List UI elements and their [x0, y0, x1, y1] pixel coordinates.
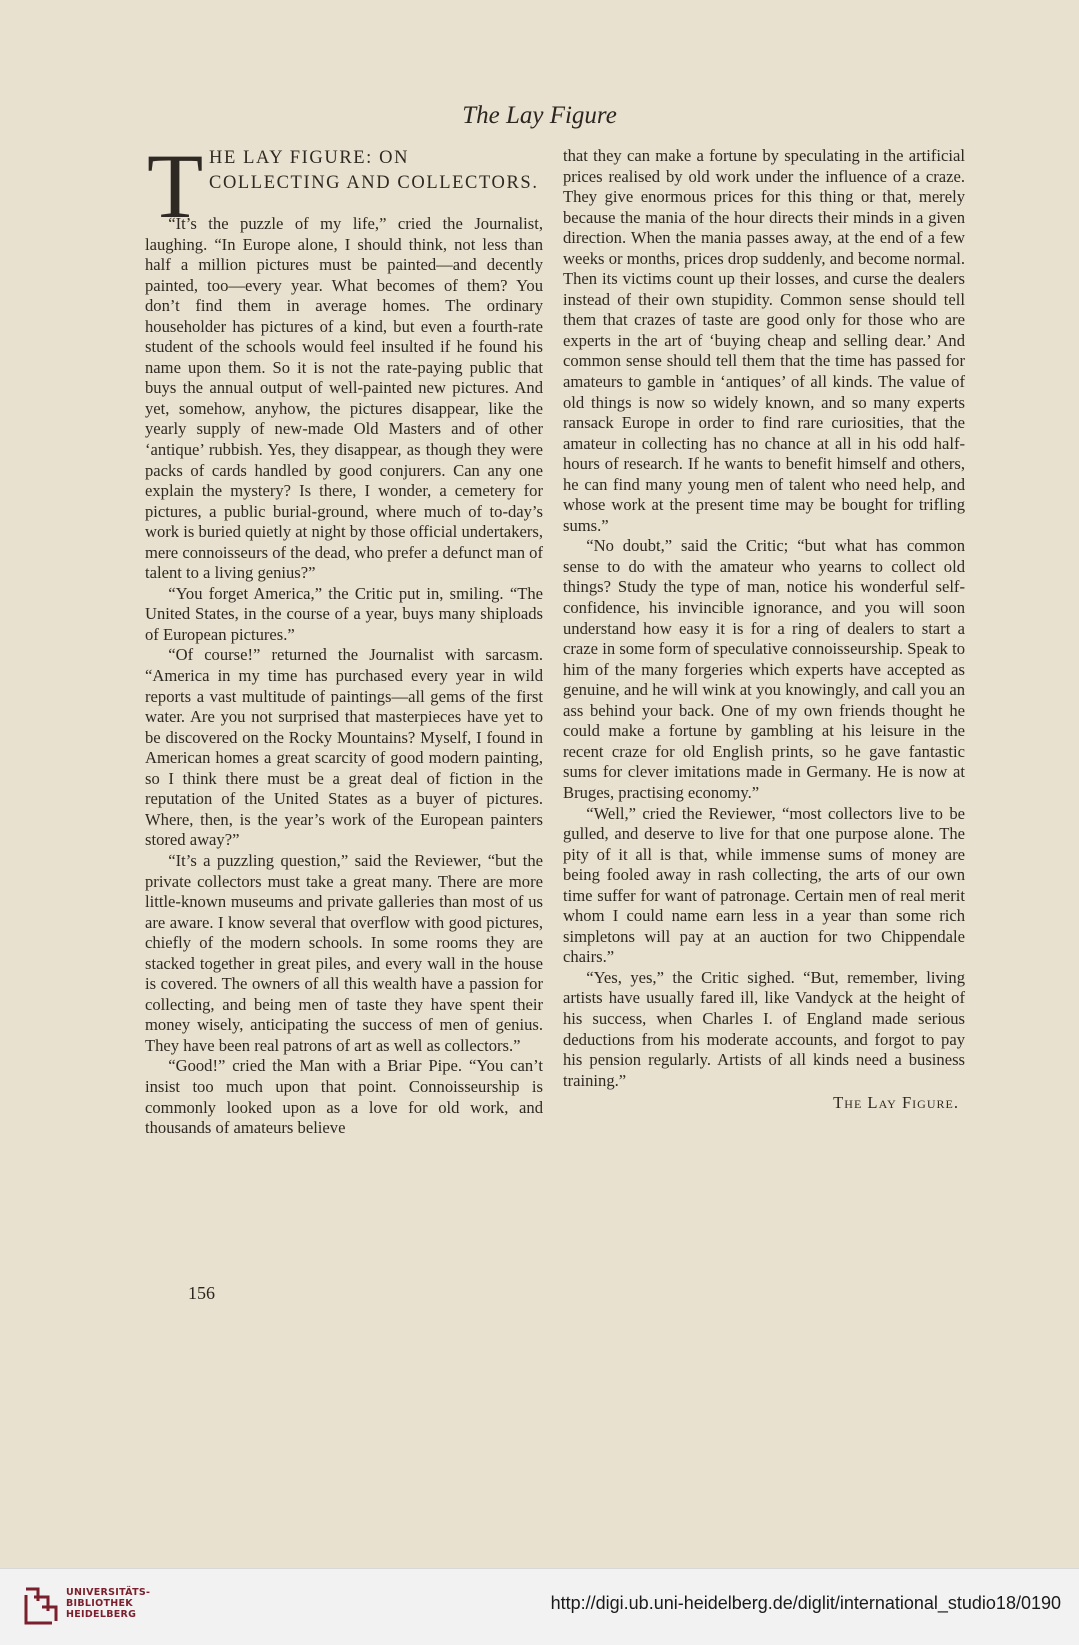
institution-line: HEIDELBERG — [66, 1609, 137, 1620]
paragraph: “Well,” cried the Reviewer, “most collectors live to be gulled, and deserve to live for that one purpose alone. The pity of it all is that, while immense sums of money are being fooled away in rash collecting, the arts of our own time suffer for want of patronage. Certain men of real merit whom I could name earn less in a year than some rich simpletons will pay at an auction for two Chippendale chairs.” — [563, 803, 965, 967]
left-column — [145, 135, 543, 1139]
article-title: HE LAY FIGURE: ON COLLECTING AND COLLECTORS. — [209, 148, 539, 193]
drop-cap: T — [147, 135, 205, 237]
right-column — [563, 146, 965, 1114]
institution-line: BIBLIOTHEK — [66, 1598, 133, 1609]
paragraph: “Good!” cried the Man with a Briar Pipe. “You can’t insist too much upon that point. Connoisseurship is commonly looked upon as a love for old work, and thousands of amateurs believe — [145, 1056, 543, 1138]
paragraph: “No doubt,” said the Critic; “but what has common sense to do with the amateur who yearns to collect old things? Study the type of man, notice his wonderful self-confidence, his invincible ignorance, and you will soon understand how easy it is for a ring of dealers to start a craze in some form of speculative connoisseurship. Speak to him of the many forgeries which experts have accepted as genuine, and he will wink at you knowingly, and call you an ass behind your back. One of my own friends thought he could make a fortune by gambling at his leisure in the recent craze for old English prints, so he gave fantastic sums for clever imitations made in Germany. He is now at Bruges, practising economy.” — [563, 536, 965, 802]
paragraph: “Of course!” returned the Journalist with sarcasm. “America in my time has purchased every year in wild reports a vast multitude of paintings—all gems of the first water. Are you not surprised that masterpieces have yet to be discovered on the Rocky Mountains? Myself, I found in American homes a great scarcity of good modern painting, so I think there must be a great deal of fiction in the reputation of the United States as a buyer of pictures. Where, then, is the year’s work of the European painters stored away?” — [145, 645, 543, 850]
institution-line: UNIVERSITÄTS- — [66, 1587, 151, 1598]
page-number: 156 — [188, 1283, 215, 1303]
paragraph: “It’s the puzzle of my life,” cried the Journalist, laughing. “In Europe alone, I should think, not less than half a million pictures must be painted—and decently painted, too—every year. What becomes of them? You don’t find them in average homes. The ordinary householder has pictures of a kind, but even a fourth-rate student of the schools would feel insulted if he found his name upon them. So it is not the rate-paying public that buys the annual output of well-painted new pictures. And yet, somehow, anyhow, the pictures disappear, like the yearly supply of new-made Old Masters and of other ‘antique’ rubbish. Yes, they disappear, as though they were packs of cards handled by good conjurers. Can any one explain the mystery? Is there, I wonder, a cemetery for pictures, a public burial-ground, where much of to-day’s work is buried quietly at night by those official undertakers, mere connoisseurs of the dead, who prefer a defunct man of talent to a living genius?” — [145, 214, 543, 583]
article-heading — [145, 135, 543, 237]
paragraph: that they can make a fortune by speculating in the artificial prices realised by old work under the influence of a craze. They give enormous prices for this thing or that, merely because the mania of the hour directs their minds in a given direction. When the mania passes away, at the end of a few weeks or months, prices drop suddenly, and become normal. Then its victims count up their losses, and curse the dealers instead of their own stupidity. Common sense should tell them that crazes of taste are good only for those who are experts in the art of ‘buying cheap and selling dear.’ And common sense should tell them that the time has passed for amateurs to gamble in ‘antiques’ of all kinds. The value of old things is now so widely known, and so many experts ransack Europe in order to find rare curiosities, that the amateur in collecting has no chance at all in his odd half-hours of research. If he wants to benefit himself and others, he can find many young men of talent who need help, and whose work at the present time may be bought for trifling sums.” — [563, 146, 965, 535]
paragraph: “You forget America,” the Critic put in, smiling. “The United States, in the course of a year, buys many shiploads of European pictures.” — [145, 583, 543, 644]
institution-name — [66, 1587, 150, 1620]
permalink-url[interactable]: http://digi.ub.uni-heidelberg.de/diglit/international_studio18/0190 — [550, 1593, 1061, 1613]
paragraph: “It’s a puzzling question,” said the Reviewer, “but the private collectors must take a great many. There are more little-known museums and private galleries than most of us are aware. I know several that overflow with good pictures, chiefly of the modern schools. In some rooms they are stacked together in great piles, and every wall in the house is covered. The owners of all this wealth have a passion for collecting, and being men of taste they have spent their money wisely, anticipating the success of men of genius. They have been real patrons of art as well as collectors.” — [145, 850, 543, 1055]
running-head: The Lay Figure — [462, 102, 617, 129]
signature: The Lay Figure. — [833, 1093, 959, 1113]
ub-heidelberg-logo-icon[interactable] — [22, 1583, 60, 1627]
paragraph: “Yes, yes,” the Critic sighed. “But, remember, living artists have usually fared ill, like Vandyck at the height of his success, when Charles I. of England made serious deductions from his moderate accounts, and forgot to pay his pension regularly. Artists of all kinds need a business training.” — [563, 967, 965, 1090]
library-footer — [0, 1568, 1079, 1645]
